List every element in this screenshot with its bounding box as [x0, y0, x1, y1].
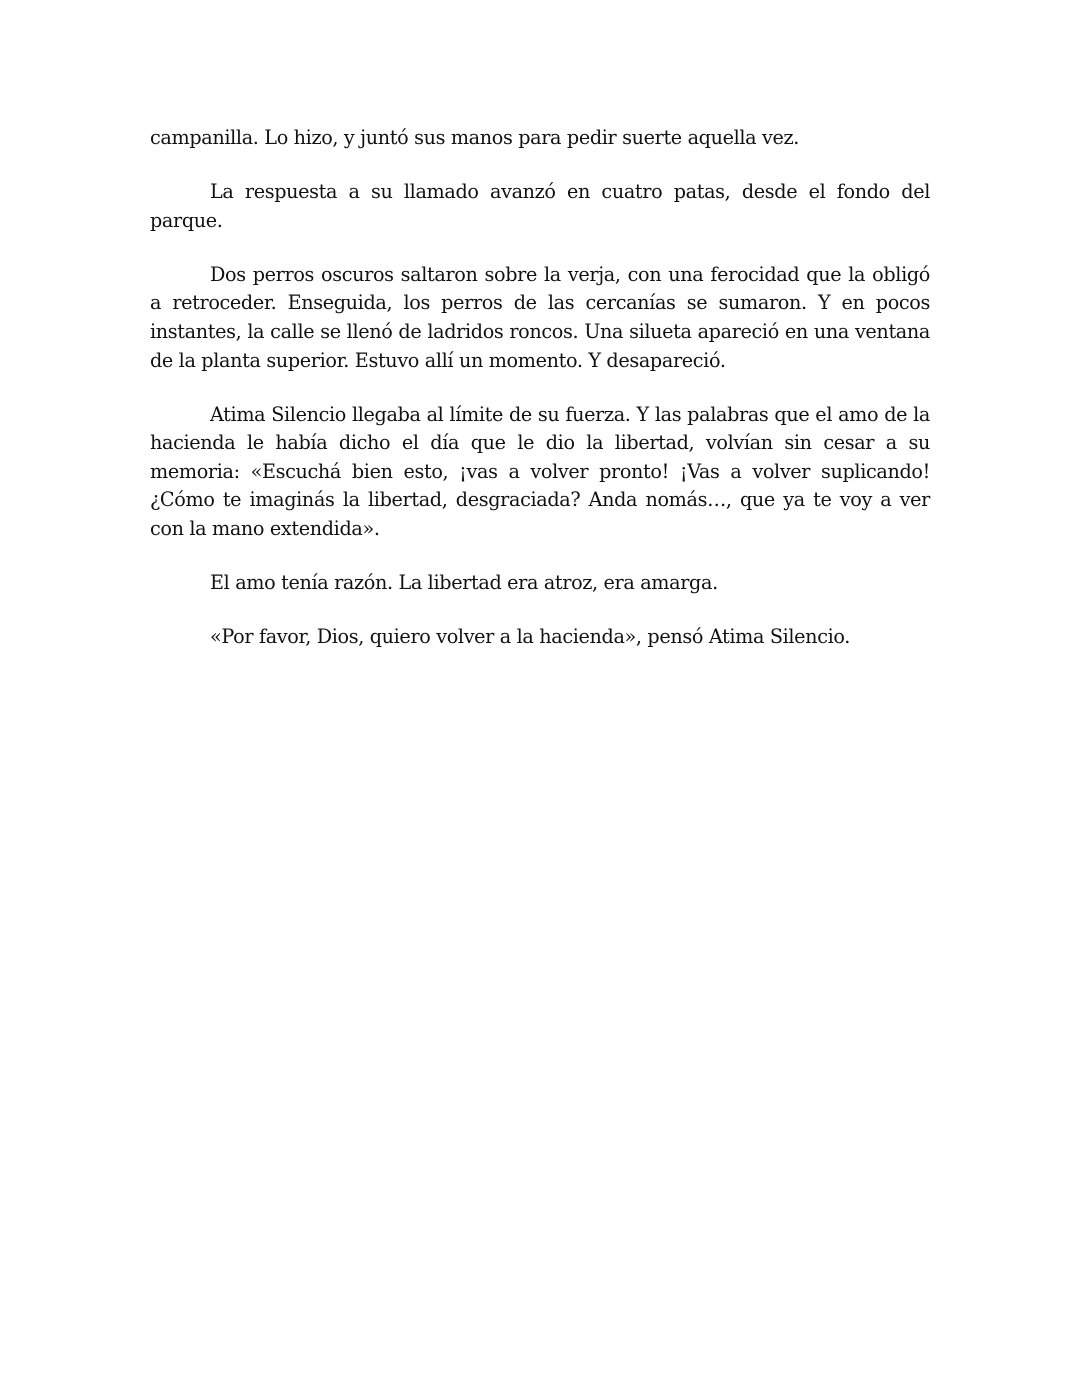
paragraph-dogs-jump: Dos perros oscuros saltaron sobre la verja, con una ferocidad que la obligó a retroceder. Enseguida, los perros de las cercanías se sumaron. Y en pocos instantes, la calle se llenó de ladridos roncos. Una silueta apareció en una ventana de la planta superior. Estuvo allí un momento. Y desapareció.: [150, 262, 930, 372]
paragraph-master-right: El amo tenía razón. La libertad era atroz, era amarga.: [210, 571, 718, 595]
paragraph-master-words: Atima Silencio llegaba al límite de su fuerza. Y las palabras que el amo de la hacienda le había dicho el día que le dio la libertad, volvían sin cesar a su memoria: «Escuchá bien esto, ¡vas a volver pronto! ¡Vas a volver suplicando! ¿Cómo te imaginás la libertad, desgraciada? Anda nomás…, que ya te voy a ver con la mano extendida».: [150, 402, 930, 541]
document-page: [150, 124, 930, 677]
paragraph-prayer: «Por favor, Dios, quiero volver a la hacienda», pensó Atima Silencio.: [210, 625, 850, 649]
paragraph-continuation: campanilla. Lo hizo, y juntó sus manos para pedir suerte aquella vez.: [150, 126, 800, 149]
paragraph-dog-response: La respuesta a su llamado avanzó en cuatro patas, desde el fondo del parque.: [150, 180, 930, 232]
